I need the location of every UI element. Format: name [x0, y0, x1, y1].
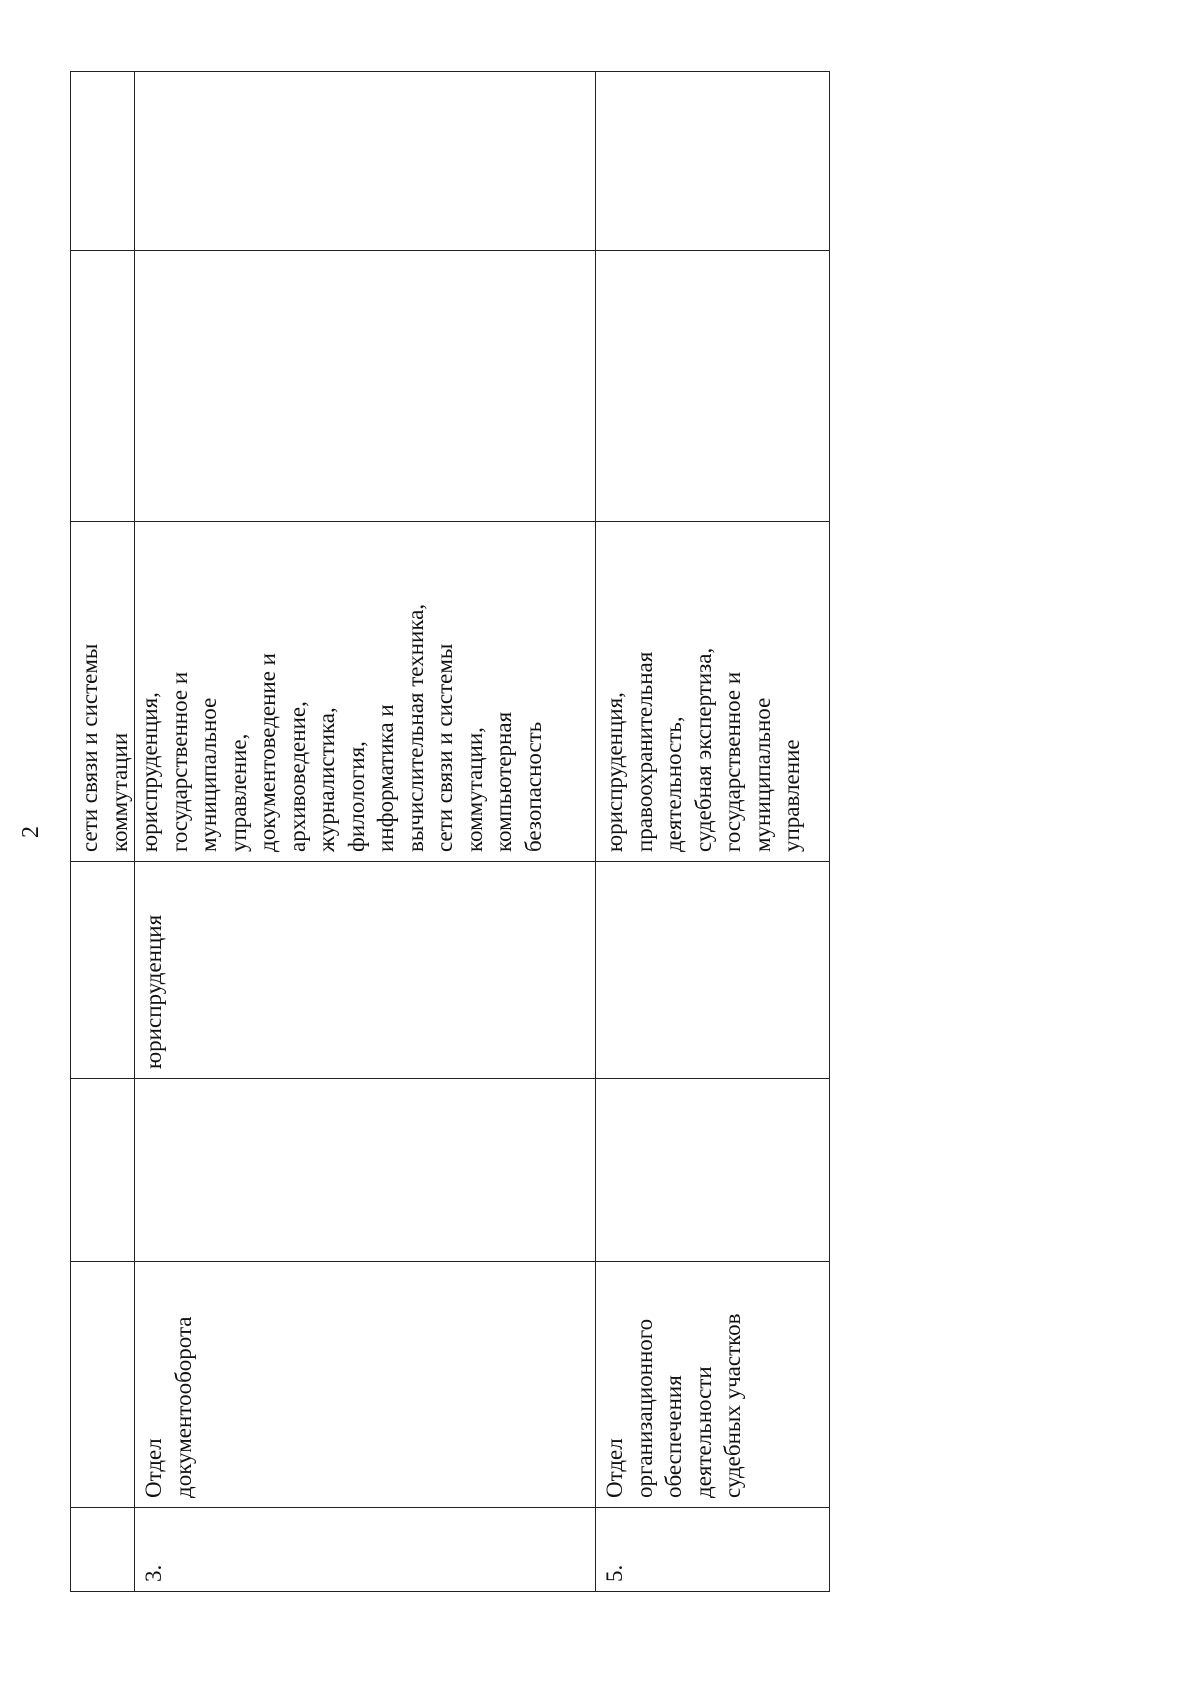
empty-cell: [596, 251, 830, 522]
empty-cell: [135, 251, 596, 522]
table-body: [71, 72, 830, 1592]
table-row: [596, 72, 830, 1592]
table-row: [135, 72, 596, 1592]
empty-cell: [135, 1079, 596, 1262]
rotated-table-container: [70, 72, 830, 1592]
qualifications-cell: сети связи и системы коммутации: [71, 522, 135, 862]
department-cell: Отдел документооборота: [135, 1262, 596, 1508]
empty-cell: [71, 72, 135, 251]
specialty-cell: юриспруденция: [135, 862, 596, 1079]
empty-cell: [596, 72, 830, 251]
specialty-cell: [71, 862, 135, 1079]
row-number-cell: [71, 1508, 135, 1592]
table-row: [71, 72, 135, 1592]
department-cell: [71, 1262, 135, 1508]
empty-cell: [71, 251, 135, 522]
department-cell: Отдел организационного обеспечения деятельности судебных участков: [596, 1262, 830, 1508]
specialty-cell: [596, 862, 830, 1079]
empty-cell: [135, 72, 596, 251]
staff-requirements-table: [70, 71, 830, 1592]
page-number: 2: [18, 826, 44, 838]
qualifications-cell: юриспруденция, правоохранительная деятельность, судебная экспертиза, государственное и муниципальное управление: [596, 522, 830, 862]
table-rotation-frame: [70, 72, 830, 1592]
empty-cell: [71, 1079, 135, 1262]
row-number-cell: 5.: [596, 1508, 830, 1592]
qualifications-cell: юриспруденция, государственное и муниципальное управление, документоведение и архивоведение, журналистика, филология, информатика и вычислительная техника, сети связи и системы коммутации, компьютерная безопасность: [135, 522, 596, 862]
empty-cell: [596, 1079, 830, 1262]
row-number-cell: 3.: [135, 1508, 596, 1592]
